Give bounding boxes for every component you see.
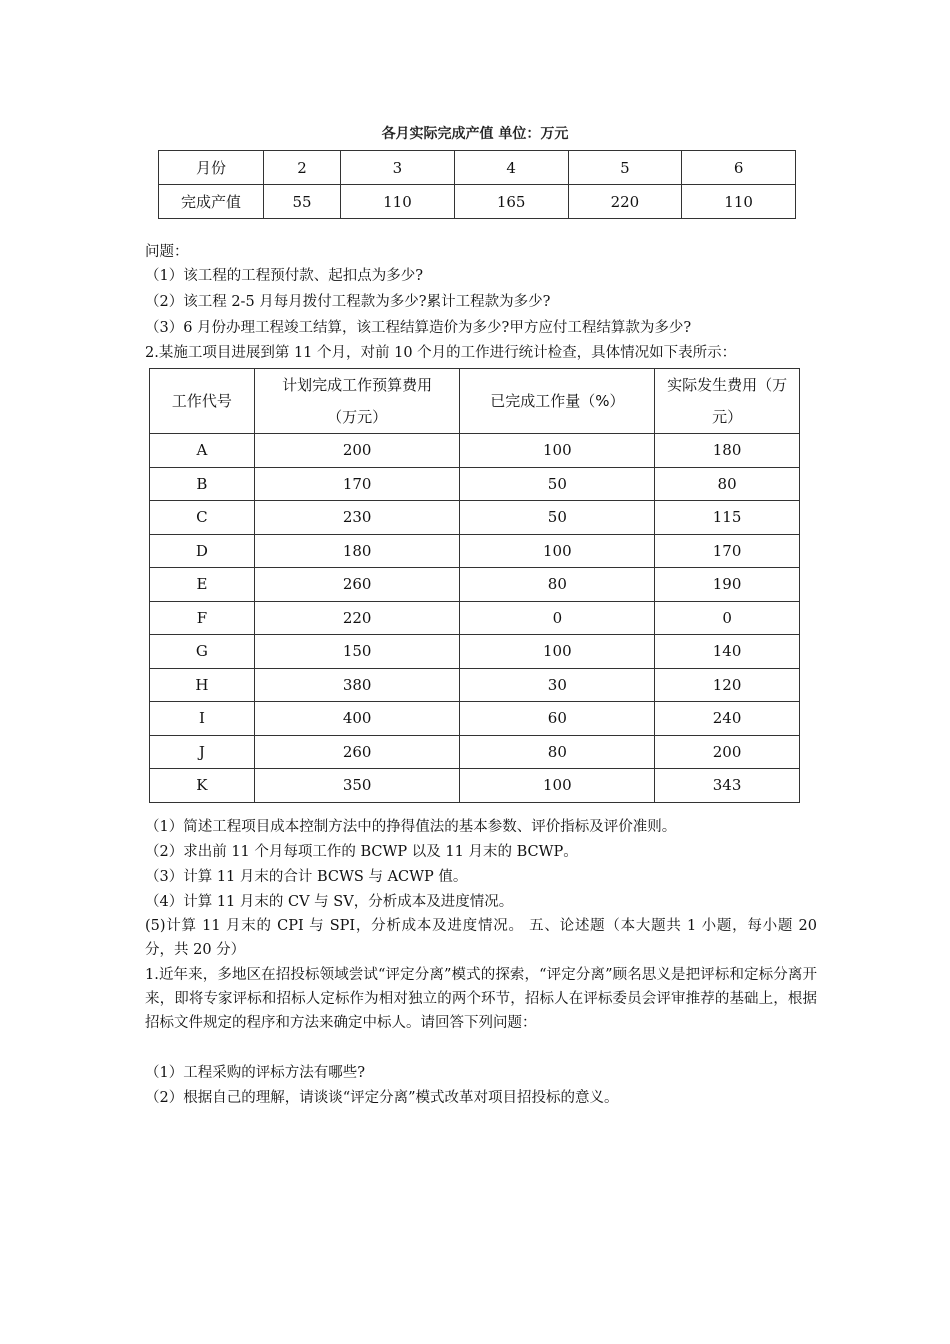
- value-cell: 110: [341, 185, 455, 219]
- question-item-5: (5)计算 11 月末的 CPI 与 SPI，分析成本及进度情况。 五、论述题（本大题共 1 小题，每小题 20 分，共 20 分）: [145, 918, 817, 958]
- table-row: [150, 434, 800, 468]
- planned-budget-cell: 350: [254, 769, 460, 803]
- table-row: [150, 534, 800, 568]
- work-code-cell: F: [150, 601, 255, 635]
- planned-budget-cell: 180: [254, 534, 460, 568]
- planned-budget-cell: 260: [254, 568, 460, 602]
- work-table-body: [150, 434, 800, 803]
- table-row: [150, 702, 800, 736]
- actual-cost-cell: 190: [655, 568, 800, 602]
- header-actual-cost-line2: 元）: [712, 408, 743, 426]
- work-code-cell: I: [150, 702, 255, 736]
- table-row: [159, 151, 796, 185]
- actual-cost-cell: 170: [655, 534, 800, 568]
- planned-budget-cell: 220: [254, 601, 460, 635]
- question-item: （2）求出前 11 个月每项工作的 BCWP 以及 11 月末的 BCWP。: [145, 844, 578, 860]
- actual-cost-cell: 200: [655, 735, 800, 769]
- table-row: [150, 769, 800, 803]
- table-header-row: [150, 369, 800, 434]
- table-row: [150, 635, 800, 669]
- month-cell: 4: [454, 151, 568, 185]
- completed-percent-cell: 100: [460, 534, 655, 568]
- questions-heading: 问题：: [145, 244, 189, 260]
- actual-cost-cell: 0: [655, 601, 800, 635]
- actual-cost-cell: 240: [655, 702, 800, 736]
- question2-intro: 2.某施工项目进展到第 11 个月，对前 10 个月的工作进行统计检查，具体情况如下表所示：: [145, 345, 737, 361]
- planned-budget-cell: 200: [254, 434, 460, 468]
- month-label: 月份: [159, 151, 264, 185]
- header-planned-budget-line1: 计划完成工作预算费用: [282, 376, 433, 394]
- question-item: （1）该工程的工程预付款、起扣点为多少?: [145, 268, 423, 284]
- actual-cost-cell: 80: [655, 467, 800, 501]
- question-item: （3）6 月份办理工程竣工结算，该工程结算造价为多少?甲方应付工程结算款为多少?: [145, 320, 692, 336]
- planned-budget-cell: 230: [254, 501, 460, 535]
- actual-cost-cell: 140: [655, 635, 800, 669]
- essay-question: 1.近年来，多地区在招投标领域尝试“评定分离”模式的探索，“评定分离”顾名思义是把评标和定标分离开来，即将专家评标和招标人定标作为相对独立的两个环节，招标人在评标委员会评审推荐的基础上，根据招标文件规定的程序和方法来确定中标人。请回答下列问题：: [145, 967, 817, 1031]
- table-row: [150, 568, 800, 602]
- month-cell: 6: [682, 151, 796, 185]
- planned-budget-cell: 380: [254, 668, 460, 702]
- table-row: [150, 467, 800, 501]
- question-item: （2）该工程 2-5 月每月拨付工程款为多少?累计工程款为多少?: [145, 294, 551, 310]
- completed-percent-cell: 50: [460, 467, 655, 501]
- completed-percent-cell: 80: [460, 568, 655, 602]
- value-label: 完成产值: [159, 185, 264, 219]
- work-code-cell: J: [150, 735, 255, 769]
- question-item: （3）计算 11 月末的合计 BCWS 与 ACWP 值。: [145, 869, 468, 885]
- planned-budget-cell: 150: [254, 635, 460, 669]
- header-planned-budget-line2: （万元）: [327, 408, 388, 426]
- actual-cost-cell: 180: [655, 434, 800, 468]
- table-row: [150, 668, 800, 702]
- monthly-output-table: [158, 150, 796, 219]
- header-actual-cost-line1: 实际发生费用（万: [667, 376, 788, 394]
- header-planned-budget: [254, 369, 460, 434]
- work-statistics-table: [149, 368, 800, 803]
- month-cell: 5: [568, 151, 682, 185]
- completed-percent-cell: 100: [460, 635, 655, 669]
- header-actual-cost: [655, 369, 800, 434]
- planned-budget-cell: 260: [254, 735, 460, 769]
- work-code-cell: A: [150, 434, 255, 468]
- work-code-cell: H: [150, 668, 255, 702]
- question-item: （4）计算 11 月末的 CV 与 SV，分析成本及进度情况。: [145, 894, 514, 910]
- table-row: [159, 185, 796, 219]
- question-item: （1）简述工程项目成本控制方法中的挣得值法的基本参数、评价指标及评价准则。: [145, 819, 677, 835]
- essay-item: （2）根据自己的理解，请谈谈“评定分离”模式改革对项目招投标的意义。: [145, 1090, 619, 1106]
- header-work-code: 工作代号: [150, 369, 255, 434]
- table-row: [150, 601, 800, 635]
- value-cell: 220: [568, 185, 682, 219]
- month-cell: 3: [341, 151, 455, 185]
- completed-percent-cell: 50: [460, 501, 655, 535]
- completed-percent-cell: 80: [460, 735, 655, 769]
- table-row: [150, 501, 800, 535]
- essay-item: （1）工程采购的评标方法有哪些?: [145, 1065, 365, 1081]
- month-cell: 2: [264, 151, 341, 185]
- actual-cost-cell: 120: [655, 668, 800, 702]
- completed-percent-cell: 100: [460, 769, 655, 803]
- value-cell: 165: [454, 185, 568, 219]
- planned-budget-cell: 400: [254, 702, 460, 736]
- actual-cost-cell: 343: [655, 769, 800, 803]
- value-cell: 110: [682, 185, 796, 219]
- header-completed-work: 已完成工作量（%）: [460, 369, 655, 434]
- completed-percent-cell: 60: [460, 702, 655, 736]
- work-code-cell: D: [150, 534, 255, 568]
- table-row: [150, 735, 800, 769]
- work-code-cell: G: [150, 635, 255, 669]
- work-code-cell: B: [150, 467, 255, 501]
- actual-cost-cell: 115: [655, 501, 800, 535]
- table1-caption: 各月实际完成产值 单位：万元: [381, 126, 569, 142]
- completed-percent-cell: 100: [460, 434, 655, 468]
- completed-percent-cell: 0: [460, 601, 655, 635]
- planned-budget-cell: 170: [254, 467, 460, 501]
- completed-percent-cell: 30: [460, 668, 655, 702]
- work-code-cell: K: [150, 769, 255, 803]
- value-cell: 55: [264, 185, 341, 219]
- work-code-cell: E: [150, 568, 255, 602]
- work-code-cell: C: [150, 501, 255, 535]
